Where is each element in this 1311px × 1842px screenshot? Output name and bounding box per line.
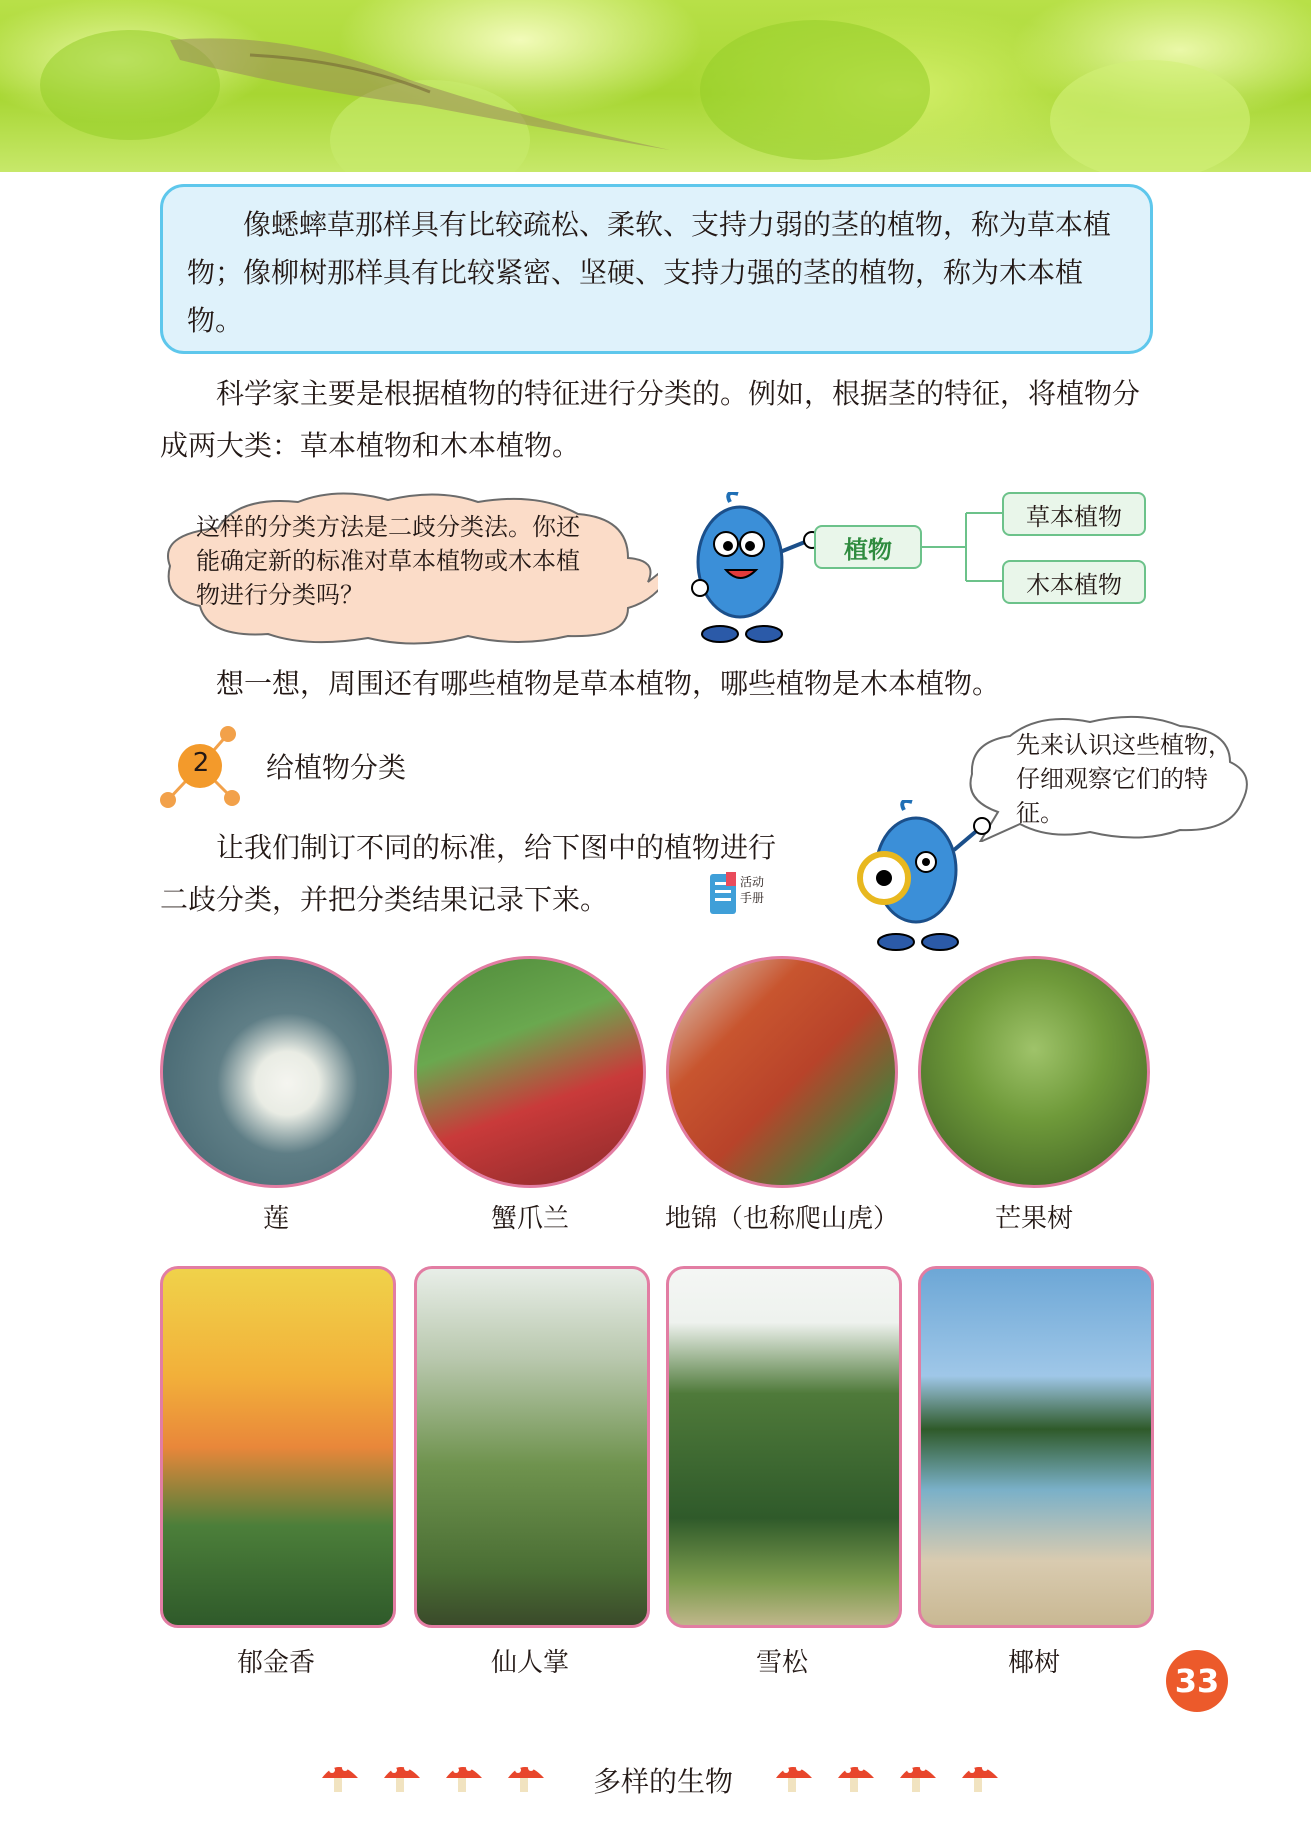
plant-image-coconut-palm (918, 1266, 1154, 1628)
shrimp-image (150, 10, 710, 160)
diagram-branch-woody: 木本植物 (1002, 560, 1146, 604)
diagram-branch-herbaceous: 草本植物 (1002, 492, 1146, 536)
footer-title: 多样的生物 (592, 1765, 733, 1798)
plant-caption-boston-ivy: 地锦（也称爬山虎） (664, 1204, 899, 1234)
plant-image-cactus (414, 1266, 650, 1628)
activity-label-2: 手册 (740, 891, 765, 905)
plant-image-tulip (160, 1266, 396, 1628)
paragraph-task: 让我们制订不同的标准，给下图中的植物进行二歧分类，并把分类结果记录下来。 (160, 831, 777, 916)
plant-image-boston-ivy (666, 956, 898, 1188)
plant-image-mango-tree (918, 956, 1150, 1188)
plant-caption-crab-cactus: 蟹爪兰 (490, 1204, 569, 1234)
section-title: 给植物分类 (266, 751, 407, 784)
definition-box (160, 184, 1153, 354)
definition-text: 像蟋蟀草那样具有比较疏松、柔软、支持力弱的茎的植物，称为草本植物；像柳树那样具有比较紧密、坚硬、支持力强的茎的植物，称为木本植物。 (187, 208, 1112, 337)
plant-image-lotus (160, 956, 392, 1188)
plant-caption-cedar: 雪松 (755, 1648, 808, 1678)
activity-manual-icon[interactable] (708, 868, 778, 922)
diagram-root-box: 植物 (814, 525, 922, 569)
plant-image-crab-cactus (414, 956, 646, 1188)
plant-caption-coconut-palm: 椰树 (1007, 1648, 1060, 1678)
mascot-magnifier-icon (840, 800, 1000, 960)
paragraph-classification: 科学家主要是根据植物的特征进行分类的。例如，根据茎的特征，将植物分成两大类：草本植物和木本植物。 (160, 377, 1141, 462)
mushroom-icons-right (772, 1756, 1012, 1800)
mascot-pointing-icon (660, 492, 820, 652)
plant-caption-mango-tree: 芒果树 (994, 1204, 1073, 1234)
paragraph-think: 想一想，周围还有哪些植物是草本植物，哪些植物是木本植物。 (216, 667, 1001, 700)
speech-bubble-text: 这样的分类方法是二歧分类法。你还能确定新的标准对草本植物或木本植物进行分类吗？ (196, 513, 580, 609)
header-banner (0, 0, 1311, 172)
section-number: 2 (192, 748, 210, 778)
diagram-connector (920, 510, 1010, 600)
plant-caption-tulip: 郁金香 (236, 1648, 315, 1678)
plant-image-cedar (666, 1266, 902, 1628)
mushroom-icons-left (318, 1756, 558, 1800)
plant-caption-lotus: 莲 (262, 1204, 289, 1234)
speech-bubble-text-2: 先来认识这些植物，仔细观察它们的特征。 (1016, 731, 1232, 827)
plant-caption-cactus: 仙人掌 (490, 1648, 569, 1678)
page-number-badge: 33 (1166, 1650, 1228, 1712)
activity-label-1: 活动 (740, 875, 765, 889)
